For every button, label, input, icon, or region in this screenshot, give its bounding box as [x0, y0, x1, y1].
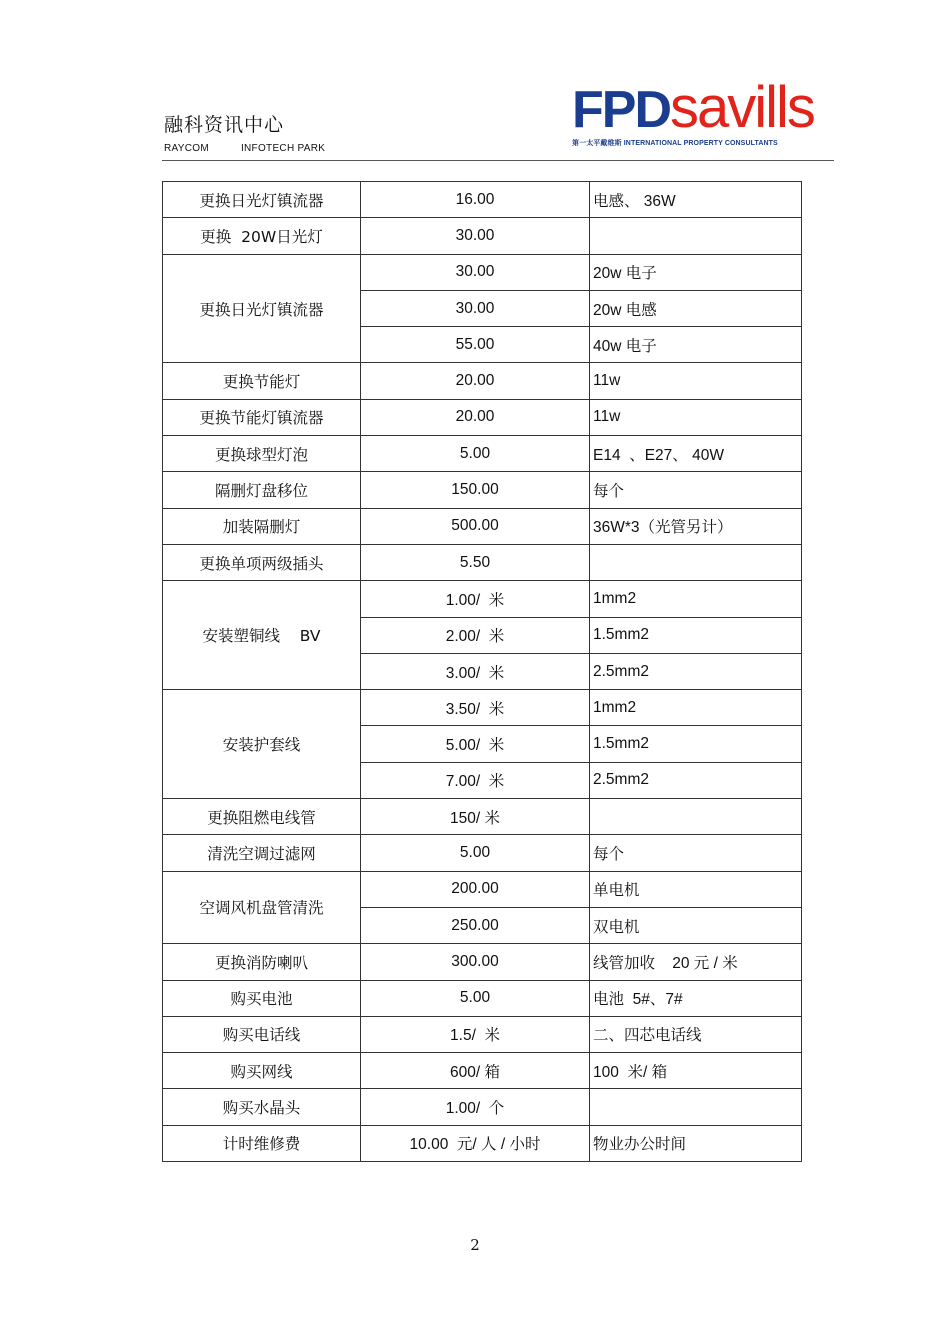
logo-fpd-text: FPD [572, 81, 670, 139]
table-row [163, 508, 802, 544]
note-cell: 1.5mm2 [590, 726, 802, 762]
price-cell: 30.00 [361, 218, 590, 254]
price-cell: 150/ 米 [361, 799, 590, 835]
price-cell: 500.00 [361, 508, 590, 544]
price-cell: 7.00/ 米 [361, 762, 590, 798]
header-divider [162, 160, 834, 161]
note-cell: 电感、 36W [590, 182, 802, 218]
price-cell: 250.00 [361, 907, 590, 943]
service-item-cell: 更换日光灯镇流器 [163, 182, 361, 218]
note-cell [590, 1089, 802, 1125]
table-row [163, 182, 802, 218]
note-cell: 36W*3（光管另计） [590, 508, 802, 544]
note-cell: 电池 5#、7# [590, 980, 802, 1016]
document-header-left [164, 112, 325, 154]
service-item-cell: 更换消防喇叭 [163, 944, 361, 980]
note-cell: 2.5mm2 [590, 762, 802, 798]
logo-savills-text: savills [670, 75, 814, 140]
price-cell: 1.00/ 个 [361, 1089, 590, 1125]
table-row [163, 1125, 802, 1161]
note-cell: 11w [590, 399, 802, 435]
note-cell: 每个 [590, 472, 802, 508]
price-cell: 30.00 [361, 290, 590, 326]
note-cell: 双电机 [590, 907, 802, 943]
page-number: 2 [470, 1236, 480, 1254]
price-table-body [163, 182, 802, 1162]
price-cell: 3.00/ 米 [361, 653, 590, 689]
price-cell: 5.00/ 米 [361, 726, 590, 762]
service-item-cell: 更换球型灯泡 [163, 436, 361, 472]
price-cell: 20.00 [361, 363, 590, 399]
price-cell: 300.00 [361, 944, 590, 980]
service-item-cell: 安装塑铜线 BV [163, 581, 361, 690]
note-cell: 20w 电感 [590, 290, 802, 326]
price-cell: 1.00/ 米 [361, 581, 590, 617]
price-cell: 150.00 [361, 472, 590, 508]
service-item-cell: 空调风机盘管清洗 [163, 871, 361, 944]
service-item-cell: 购买电话线 [163, 1016, 361, 1052]
note-cell: 40w 电子 [590, 327, 802, 363]
note-cell [590, 218, 802, 254]
service-item-cell: 清洗空调过滤网 [163, 835, 361, 871]
building-name-en-part-2: INFOTECH PARK [240, 143, 326, 154]
fpdsavills-logo [572, 75, 837, 148]
table-row [163, 799, 802, 835]
service-item-cell: 更换日光灯镇流器 [163, 254, 361, 363]
table-row [163, 1053, 802, 1089]
table-row [163, 436, 802, 472]
service-item-cell: 更换节能灯镇流器 [163, 399, 361, 435]
table-row [163, 581, 802, 617]
price-cell: 5.00 [361, 980, 590, 1016]
price-cell: 5.00 [361, 835, 590, 871]
note-cell [590, 544, 802, 580]
service-item-cell: 购买电池 [163, 980, 361, 1016]
service-item-cell: 更换 20W日光灯 [163, 218, 361, 254]
note-cell: E14 、E27、 40W [590, 436, 802, 472]
price-cell: 5.00 [361, 436, 590, 472]
table-row [163, 254, 802, 290]
note-cell: 单电机 [590, 871, 802, 907]
note-cell: 二、四芯电话线 [590, 1016, 802, 1052]
price-cell: 600/ 箱 [361, 1053, 590, 1089]
service-item-cell: 购买水晶头 [163, 1089, 361, 1125]
table-row [163, 871, 802, 907]
note-cell: 线管加收 20 元 / 米 [590, 944, 802, 980]
table-row [163, 399, 802, 435]
note-cell: 20w 电子 [590, 254, 802, 290]
table-row [163, 690, 802, 726]
logo-wordmark [572, 75, 837, 140]
price-cell: 5.50 [361, 544, 590, 580]
service-item-cell: 加装隔删灯 [163, 508, 361, 544]
price-cell: 3.50/ 米 [361, 690, 590, 726]
note-cell: 1mm2 [590, 581, 802, 617]
logo-tagline: 第一太平戴维斯 INTERNATIONAL PROPERTY CONSULTANTS [572, 140, 778, 147]
table-row [163, 218, 802, 254]
table-row [163, 1016, 802, 1052]
price-cell: 30.00 [361, 254, 590, 290]
service-item-cell: 隔删灯盘移位 [163, 472, 361, 508]
table-row [163, 472, 802, 508]
service-item-cell: 安装护套线 [163, 690, 361, 799]
price-cell: 10.00 元/ 人 / 小时 [361, 1125, 590, 1161]
note-cell: 每个 [590, 835, 802, 871]
note-cell: 1.5mm2 [590, 617, 802, 653]
note-cell: 物业办公时间 [590, 1125, 802, 1161]
table-row [163, 544, 802, 580]
table-row [163, 835, 802, 871]
service-item-cell: 计时维修费 [163, 1125, 361, 1161]
table-row [163, 944, 802, 980]
service-item-cell: 更换阻燃电线管 [163, 799, 361, 835]
service-item-cell: 购买网线 [163, 1053, 361, 1089]
note-cell: 11w [590, 363, 802, 399]
price-cell: 1.5/ 米 [361, 1016, 590, 1052]
note-cell: 2.5mm2 [590, 653, 802, 689]
table-row [163, 363, 802, 399]
price-cell: 20.00 [361, 399, 590, 435]
building-name-en [164, 143, 325, 154]
price-cell: 200.00 [361, 871, 590, 907]
price-cell: 2.00/ 米 [361, 617, 590, 653]
note-cell: 1mm2 [590, 690, 802, 726]
note-cell [590, 799, 802, 835]
note-cell: 100 米/ 箱 [590, 1053, 802, 1089]
price-cell: 16.00 [361, 182, 590, 218]
price-cell: 55.00 [361, 327, 590, 363]
service-item-cell: 更换单项两级插头 [163, 544, 361, 580]
building-name-en-part-1: RAYCOM [164, 143, 209, 154]
table-row [163, 980, 802, 1016]
building-name-cn: 融科资讯中心 [164, 114, 285, 136]
service-item-cell: 更换节能灯 [163, 363, 361, 399]
table-row [163, 1089, 802, 1125]
service-price-table [162, 181, 802, 1162]
